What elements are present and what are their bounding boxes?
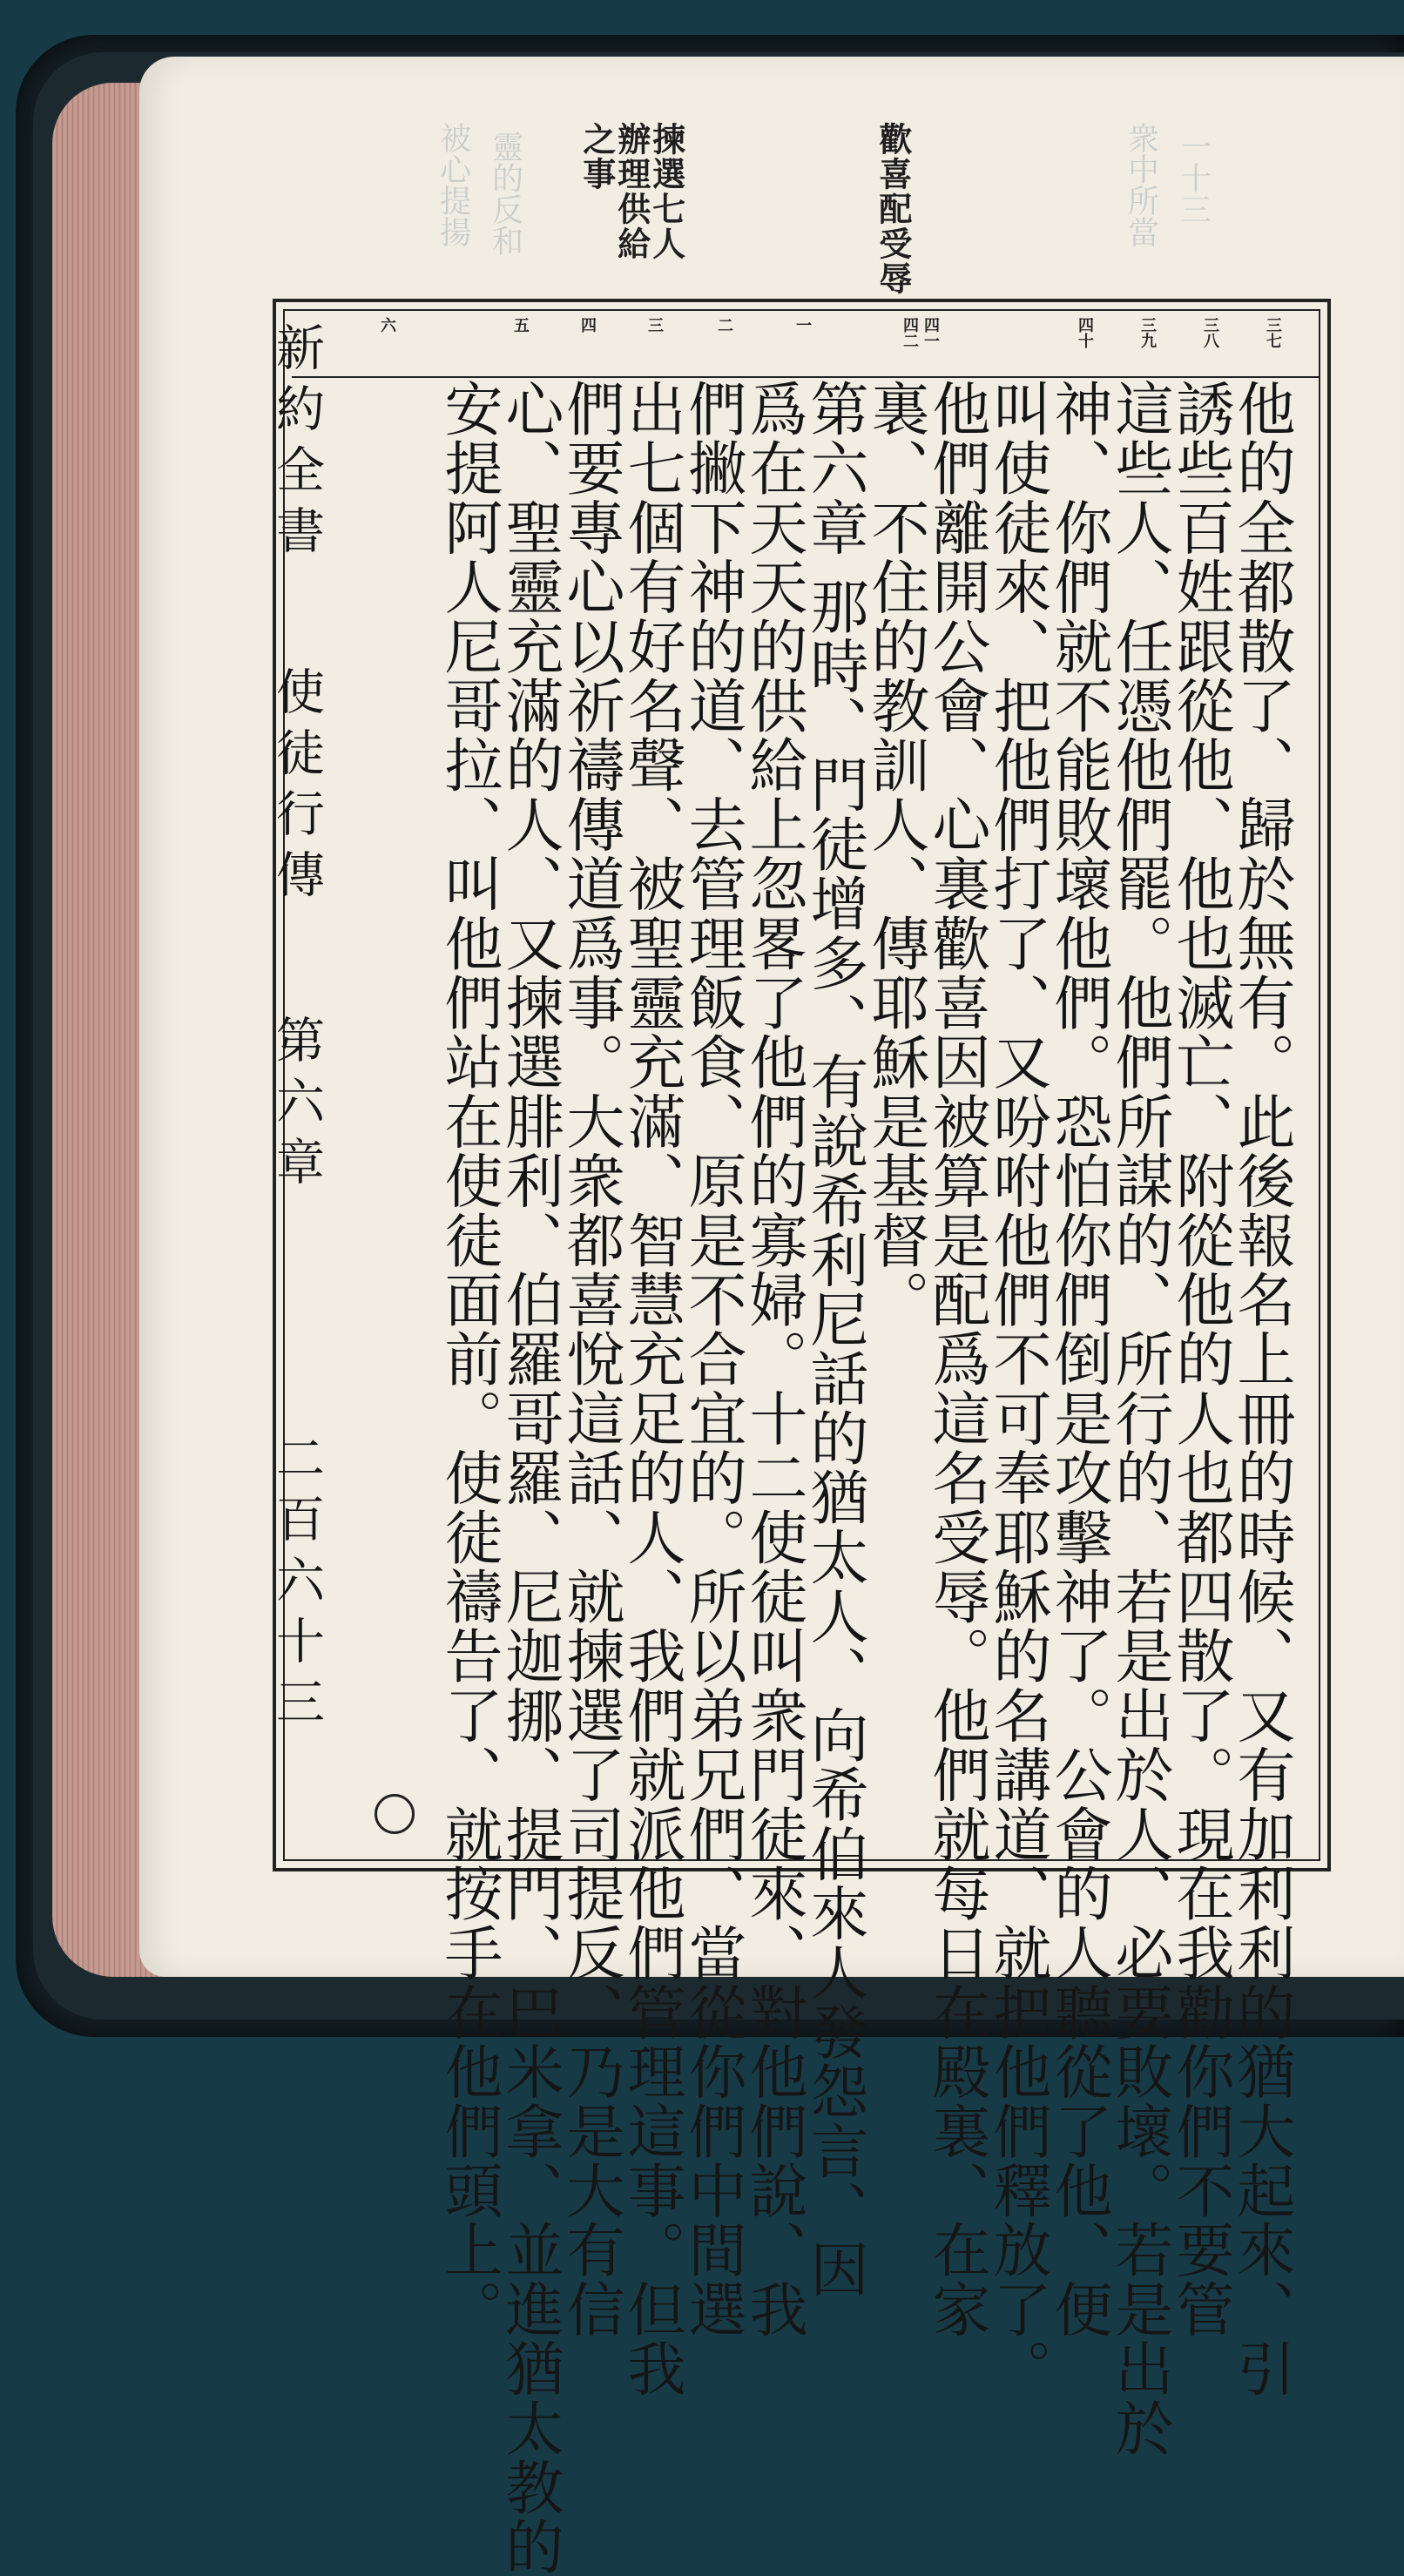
verse-label: 三九: [1138, 317, 1157, 348]
text-column: 神、你們就不能敗壞他們。恐怕你們倒是攻擊神了。公會的人聽從了他、便: [1045, 379, 1113, 2339]
book-name: 使徒行傳: [268, 666, 325, 910]
text-column: 他們離開公會、心裏歡喜因被算是配爲這名受辱。他們就每日在殿裏、在家: [923, 379, 991, 2339]
running-header: [261, 300, 331, 1868]
text-column: 裏、不住的教訓人、傳耶穌是基督。: [862, 379, 930, 1330]
text-column: 出七個有好名聲、被聖靈充滿、智慧充足的人、我們就派他們管理這事。但我: [618, 379, 686, 2398]
text-column: 叫使徒來、把他們打了、又吩咐他們不可奉耶穌的名講道、就把他們釋放了。: [984, 379, 1052, 2398]
verse-label: 三: [645, 317, 664, 333]
book-title: 新約全書: [268, 322, 325, 566]
text-column: 們撇下神的道、去管理飯食、原是不合宜的。所以弟兄們、當從你們中間選: [679, 379, 747, 2339]
verse-label: 二: [715, 317, 733, 333]
text-column: 心、聖靈充滿的人、又揀選腓利、伯羅哥羅、尼迦挪、提門、巴米拿、並進猶太教的: [496, 379, 564, 2576]
verse-label: 三七: [1264, 317, 1282, 348]
margin-note-seven: 揀選七人辦理供給之事: [577, 122, 686, 261]
verse-label: 四一: [921, 317, 940, 348]
verse-label: 四十: [1076, 317, 1094, 348]
text-column: 誘些百姓跟從他、他也滅亡、附從他的人也都四散了。現在我勸你們不要管: [1167, 379, 1235, 2339]
bleedthrough-text: 靈的反和: [487, 131, 523, 256]
chapter-start-column: 第六章 那時、門徒增多、有說希利尼話的猶太人、向希伯來人發怨言、因: [801, 379, 869, 2299]
verse-label: 四二: [901, 317, 919, 348]
verse-label: 一: [793, 317, 812, 333]
page-number: 二百六十三: [268, 1433, 325, 1737]
margin-note-rejoice: 歡喜配受辱: [873, 122, 913, 296]
bleedthrough-text: 衆中所當: [1123, 122, 1159, 247]
verse-label: 四: [578, 317, 597, 333]
verse-number-row: [292, 307, 1320, 378]
text-column: 們要專心以祈禱傳道爲事。大衆都喜悅這話、就揀選了司提反、乃是大有信: [557, 379, 625, 2339]
bleedthrough-text: 被心提揚: [435, 122, 471, 247]
text-column: 安提阿人尼哥拉、叫他們站在使徒面前。使徒禱告了、就按手在他們頭上。: [435, 379, 503, 2339]
chapter-label: 第六章: [268, 1015, 325, 1197]
bleedthrough-text: 一十三: [1175, 131, 1212, 225]
verse-label: 六: [378, 317, 396, 333]
text-column: 這些人、任憑他們罷。他們所謀的、所行的、若是出於人、必要敗壞。若是出於: [1106, 379, 1174, 2458]
verse-label: 五: [511, 317, 530, 333]
text-column: 他的全都散了、歸於無有。此後報名上冊的時候、又有加利利的猶大起來、引: [1228, 379, 1296, 2398]
verse-label: 三八: [1201, 317, 1219, 348]
text-column: 爲在天天的供給上忽畧了他們的寡婦。十二使徒叫衆門徒來、對他們說、我: [740, 379, 808, 2339]
end-circle-mark: [375, 1794, 415, 1834]
